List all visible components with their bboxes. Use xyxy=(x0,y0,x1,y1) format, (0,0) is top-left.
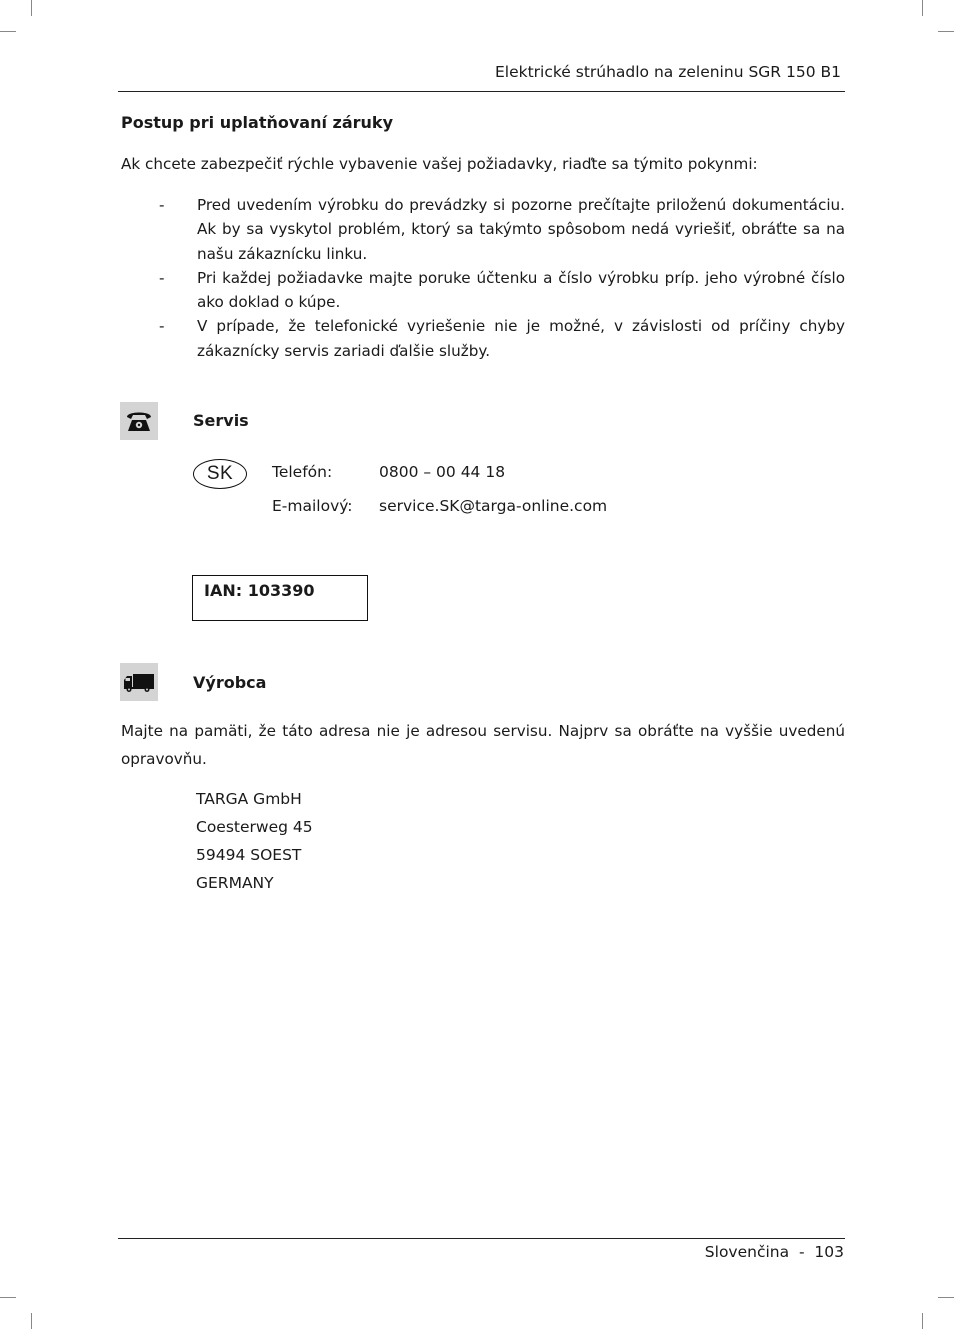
footer-rule xyxy=(118,1238,845,1239)
crop-mark xyxy=(31,1313,32,1329)
ian-box xyxy=(192,575,368,621)
country-badge xyxy=(193,459,247,489)
manufacturer-address xyxy=(196,785,313,897)
crop-mark xyxy=(938,31,954,32)
crop-mark xyxy=(922,1313,923,1329)
address-line: GERMANY xyxy=(196,874,274,892)
telephone-icon xyxy=(120,402,158,440)
service-title: Servis xyxy=(193,411,249,430)
warranty-title: Postup pri uplatňovaní záruky xyxy=(121,113,393,132)
country-code: SK xyxy=(206,463,234,484)
list-item xyxy=(121,193,845,266)
list-item xyxy=(121,266,845,315)
crop-mark xyxy=(0,31,16,32)
truck-icon xyxy=(120,663,158,701)
bullet-dash: - xyxy=(159,317,165,336)
address-line: TARGA GmbH xyxy=(196,790,302,808)
phone-value: 0800 – 00 44 18 xyxy=(379,463,506,481)
address-line: Coesterweg 45 xyxy=(196,818,313,836)
address-line: 59494 SOEST xyxy=(196,846,302,864)
manufacturer-title: Výrobca xyxy=(193,673,267,692)
email-value: service.SK@targa-online.com xyxy=(379,497,608,515)
warranty-intro: Ak chcete zabezpečiť rýchle vybavenie vašej požiadavky, riaďte sa týmito pokynmi: xyxy=(121,155,758,173)
running-header: Elektrické strúhadlo na zeleninu SGR 150 B1 xyxy=(494,63,841,81)
crop-mark xyxy=(0,1297,16,1298)
phone-label: Telefón: xyxy=(272,463,333,481)
ian-number: IAN: 103390 xyxy=(204,581,315,600)
crop-mark xyxy=(31,0,32,16)
manufacturer-note: Majte na pamäti, že táto adresa nie je adresou servisu. Najprv sa obráťte na vyššie uvedenú opravovňu. xyxy=(121,722,845,768)
bullet-text: Pri každej požiadavke majte poruke účtenku a číslo výrobku príp. jeho výrobné číslo ako doklad o kúpe. xyxy=(197,268,845,312)
crop-mark xyxy=(938,1297,954,1298)
bullet-text: V prípade, že telefonické vyriešenie nie je možné, v závislosti od príčiny chyby zákaznícky servis zariadi ďalšie služby. xyxy=(197,317,845,360)
warranty-bullet-list xyxy=(121,193,845,363)
email-label: E-mailový: xyxy=(272,497,353,515)
bullet-dash: - xyxy=(159,268,165,287)
list-item xyxy=(121,314,845,363)
crop-mark xyxy=(922,0,923,16)
page-footer: Slovenčina - 103 xyxy=(704,1243,844,1261)
header-rule xyxy=(118,91,845,92)
bullet-dash: - xyxy=(159,196,165,214)
bullet-text: Pred uvedením výrobku do prevádzky si pozorne prečítajte priloženú dokumentáciu. Ak by sa vyskytol problém, ktorý sa takýmto spôsobom nedá vyriešiť, obráťte sa na našu zákaznícku linku. xyxy=(197,196,845,263)
